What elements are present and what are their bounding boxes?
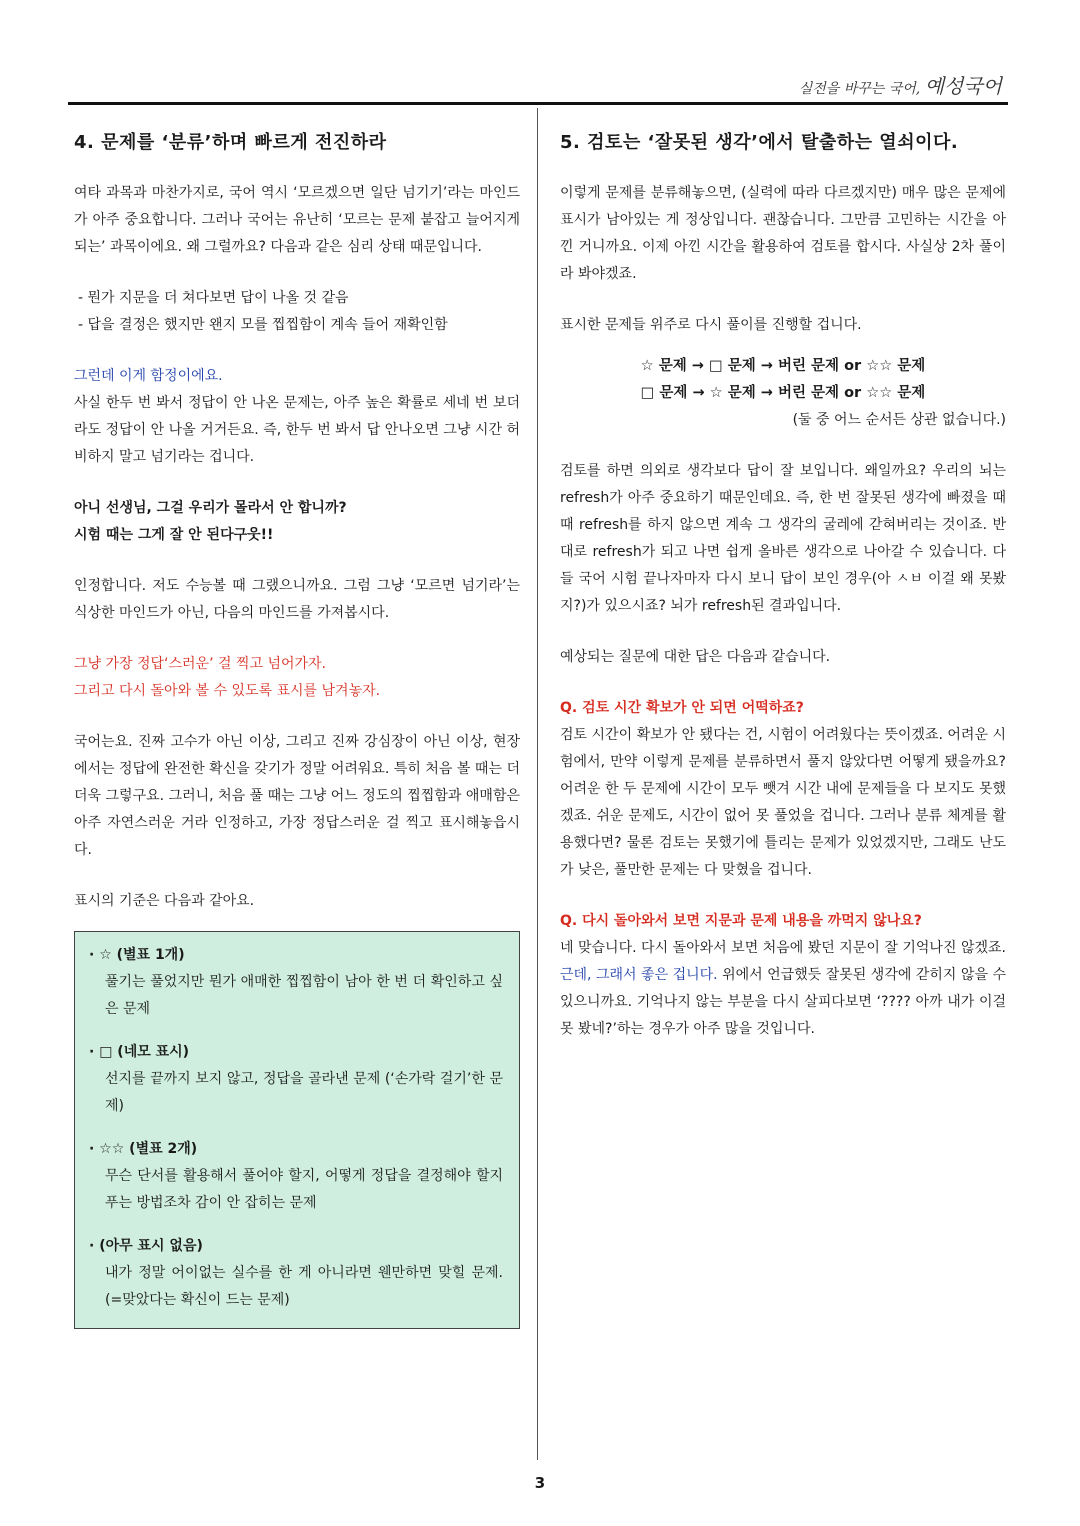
page-number: 3 — [534, 1474, 546, 1492]
header-tagline — [799, 70, 1002, 99]
answer-1: 검토 시간이 확보가 안 됐다는 건, 시험이 어려웠다는 뜻이겠죠. 어려운 시험에서, 만약 이렇게 문제를 분류하면서 풀지 않았다면 어떻게 됐을까요? 어려운 한 두 문제에 시간이 모두 뺏겨 시간 내에 문제들을 다 보지도 못했겠죠. 쉬운 문제도, 시간이 없어 못 풀었을 겁니다. 그러나 분류 체계를 활용했다면? 물론 검토는 못했기에 틀리는 문제가 있었겠지만, 그래도 난도가 낮은, 풀만한 문제는 다 맞혔을 겁니다. — [560, 727, 1006, 878]
criteria-desc: 내가 정말 어이없는 실수를 한 게 아니라면 웬만하면 맞힐 문제. (=맞았다는 확신이 드는 문제) — [105, 1265, 503, 1308]
column-divider — [537, 108, 538, 1460]
tagline-text: 실전을 바꾸는 국어, — [798, 81, 925, 97]
review-order-1: ☆ 문제 → □ 문제 → 버린 문제 or ☆☆ 문제 — [640, 358, 926, 374]
criteria-desc: 무슨 단서를 활용해서 풀어야 할지, 어떻게 정답을 결정해야 할지 푸는 방법조차 감이 안 잡히는 문제 — [105, 1168, 503, 1211]
right-paragraph-1: 이렇게 문제를 분류해놓으면, (실력에 따라 다르겠지만) 매우 많은 문제에 표시가 남아있는 게 정상입니다. 괜찮습니다. 그만큼 고민하는 시간을 아낀 거니까요. 이제 아낀 시간을 활용하여 검토를 합시다. 사실상 2차 풀이라 봐야겠죠. — [560, 185, 1006, 282]
mindset-line-2: 그리고 다시 돌아와 볼 수 있도록 표시를 남겨놓자. — [74, 683, 381, 699]
criteria-title: · (아무 표시 없음) — [89, 1238, 203, 1254]
criteria-title: · □ (네모 표시) — [89, 1044, 190, 1060]
criteria-title: · ☆☆ (별표 2개) — [89, 1141, 198, 1157]
left-paragraph-3: 인정합니다. 저도 수능볼 때 그랬으니까요. 그럼 그냥 ‘모르면 넘기라’는 식상한 마인드가 아닌, 다음의 마인드를 가져봅시다. — [74, 578, 520, 621]
right-column — [560, 128, 1006, 1043]
criteria-desc: 풀기는 풀었지만 뭔가 애매한 찝찝함이 남아 한 번 더 확인하고 싶은 문제 — [105, 974, 503, 1017]
answer-2-start: 네 맞습니다. 다시 돌아와서 보면 처음에 봤던 지문이 잘 기억나진 않겠죠. — [560, 940, 1006, 956]
review-order-note: (둘 중 어느 순서든 상관 없습니다.) — [792, 412, 1006, 428]
section-4-title: 4. 문제를 ‘분류’하며 빠르게 전진하라 — [74, 132, 387, 153]
left-paragraph-1: 여타 과목과 마찬가지로, 국어 역시 ‘모르겠으면 일단 넘기기’라는 마인드가 아주 중요합니다. 그러나 국어는 유난히 ‘모르는 문제 붙잡고 늘어지게 되는’ 과목이에요. 왜 그럴까요? 다음과 같은 심리 상태 때문입니다. — [74, 185, 520, 255]
left-paragraph-4: 국어는요. 진짜 고수가 아닌 이상, 그리고 진짜 강심장이 아닌 이상, 현장에서는 정답에 완전한 확신을 갖기가 정말 어려워요. 특히 처음 볼 때는 더더욱 그렇구요. 그러니, 처음 풀 때는 그냥 어느 정도의 찝찝함과 애매함은 아주 자연스러운 거라 인정하고, 가장 정답스러운 걸 찍고 표시해놓읍시다. — [74, 734, 520, 858]
left-column — [74, 128, 520, 1329]
trap-line: 그런데 이게 함정이에요. — [74, 368, 223, 384]
quote-line-2: 시험 때는 그게 잘 안 된다구웃!! — [74, 527, 274, 543]
criteria-item — [89, 1039, 503, 1120]
right-paragraph-4: 예상되는 질문에 대한 답은 다음과 같습니다. — [560, 649, 831, 665]
criteria-item — [89, 1233, 503, 1314]
section-5-title: 5. 검토는 ‘잘못된 생각’에서 탈출하는 열쇠이다. — [560, 132, 959, 153]
question-1: Q. 검토 시간 확보가 안 되면 어떡하죠? — [560, 700, 804, 716]
right-paragraph-3: 검토를 하면 의외로 생각보다 답이 잘 보입니다. 왜일까요? 우리의 뇌는 refresh가 아주 중요하기 때문인데요. 즉, 한 번 잘못된 생각에 빠졌을 때 때 refresh를 하지 않으면 계속 그 생각의 굴레에 갇혀버리는 것이죠. 반대로 refresh가 되고 나면 쉽게 올바른 생각으로 나아갈 수 있습니다. 다들 국어 시험 끝나자마자 다시 보니 답이 보인 경우(아 ㅅㅂ 이걸 왜 못봤지?)가 있으시죠? 뇌가 refresh된 결과입니다. — [560, 463, 1006, 614]
mindset-line-1: 그냥 가장 정답‘스러운’ 걸 찍고 넘어가자. — [74, 656, 326, 672]
list-item: - 답을 결정은 했지만 왠지 모를 찝찝함이 계속 들어 재확인함 — [78, 317, 448, 333]
criteria-title: · ☆ (별표 1개) — [89, 947, 185, 963]
answer-2-end: 위에서 언급했듯 잘못된 생각에 갇히지 않을 수 있으니까요. 기억나지 않는 부분을 다시 살피다보면 ‘???? 아까 내가 이걸 못 봤네?’하는 경우가 아주 많을 것입니다. — [560, 967, 1006, 1037]
question-2: Q. 다시 돌아와서 보면 지문과 문제 내용을 까먹지 않나요? — [560, 913, 922, 929]
criteria-desc: 선지를 끝까지 보지 않고, 정답을 골라낸 문제 (‘손가락 걸기’한 문제) — [105, 1071, 503, 1114]
answer-2 — [560, 935, 1006, 1043]
left-paragraph-5: 표시의 기준은 다음과 같아요. — [74, 893, 255, 909]
list-item: - 뭔가 지문을 더 쳐다보면 답이 나올 것 같음 — [78, 290, 349, 306]
psychology-list — [74, 285, 520, 339]
criteria-item — [89, 1136, 503, 1217]
brand-name: 예성국어 — [924, 74, 1002, 98]
marking-criteria-box — [74, 931, 520, 1329]
header-rule — [68, 102, 1008, 105]
answer-2-highlight: 근데, 그래서 좋은 겁니다. — [560, 967, 718, 983]
review-order-2: □ 문제 → ☆ 문제 → 버린 문제 or ☆☆ 문제 — [640, 385, 926, 401]
quote-line-1: 아니 선생님, 그걸 우리가 몰라서 안 합니까? — [74, 500, 347, 516]
right-paragraph-2: 표시한 문제들 위주로 다시 풀이를 진행할 겁니다. — [560, 317, 862, 333]
criteria-item — [89, 942, 503, 1023]
left-paragraph-2: 사실 한두 번 봐서 정답이 안 나온 문제는, 아주 높은 확률로 세네 번 보더라도 정답이 안 나올 거거든요. 즉, 한두 번 봐서 답 안나오면 그냥 시간 허비하지 말고 넘기라는 겁니다. — [74, 395, 520, 465]
